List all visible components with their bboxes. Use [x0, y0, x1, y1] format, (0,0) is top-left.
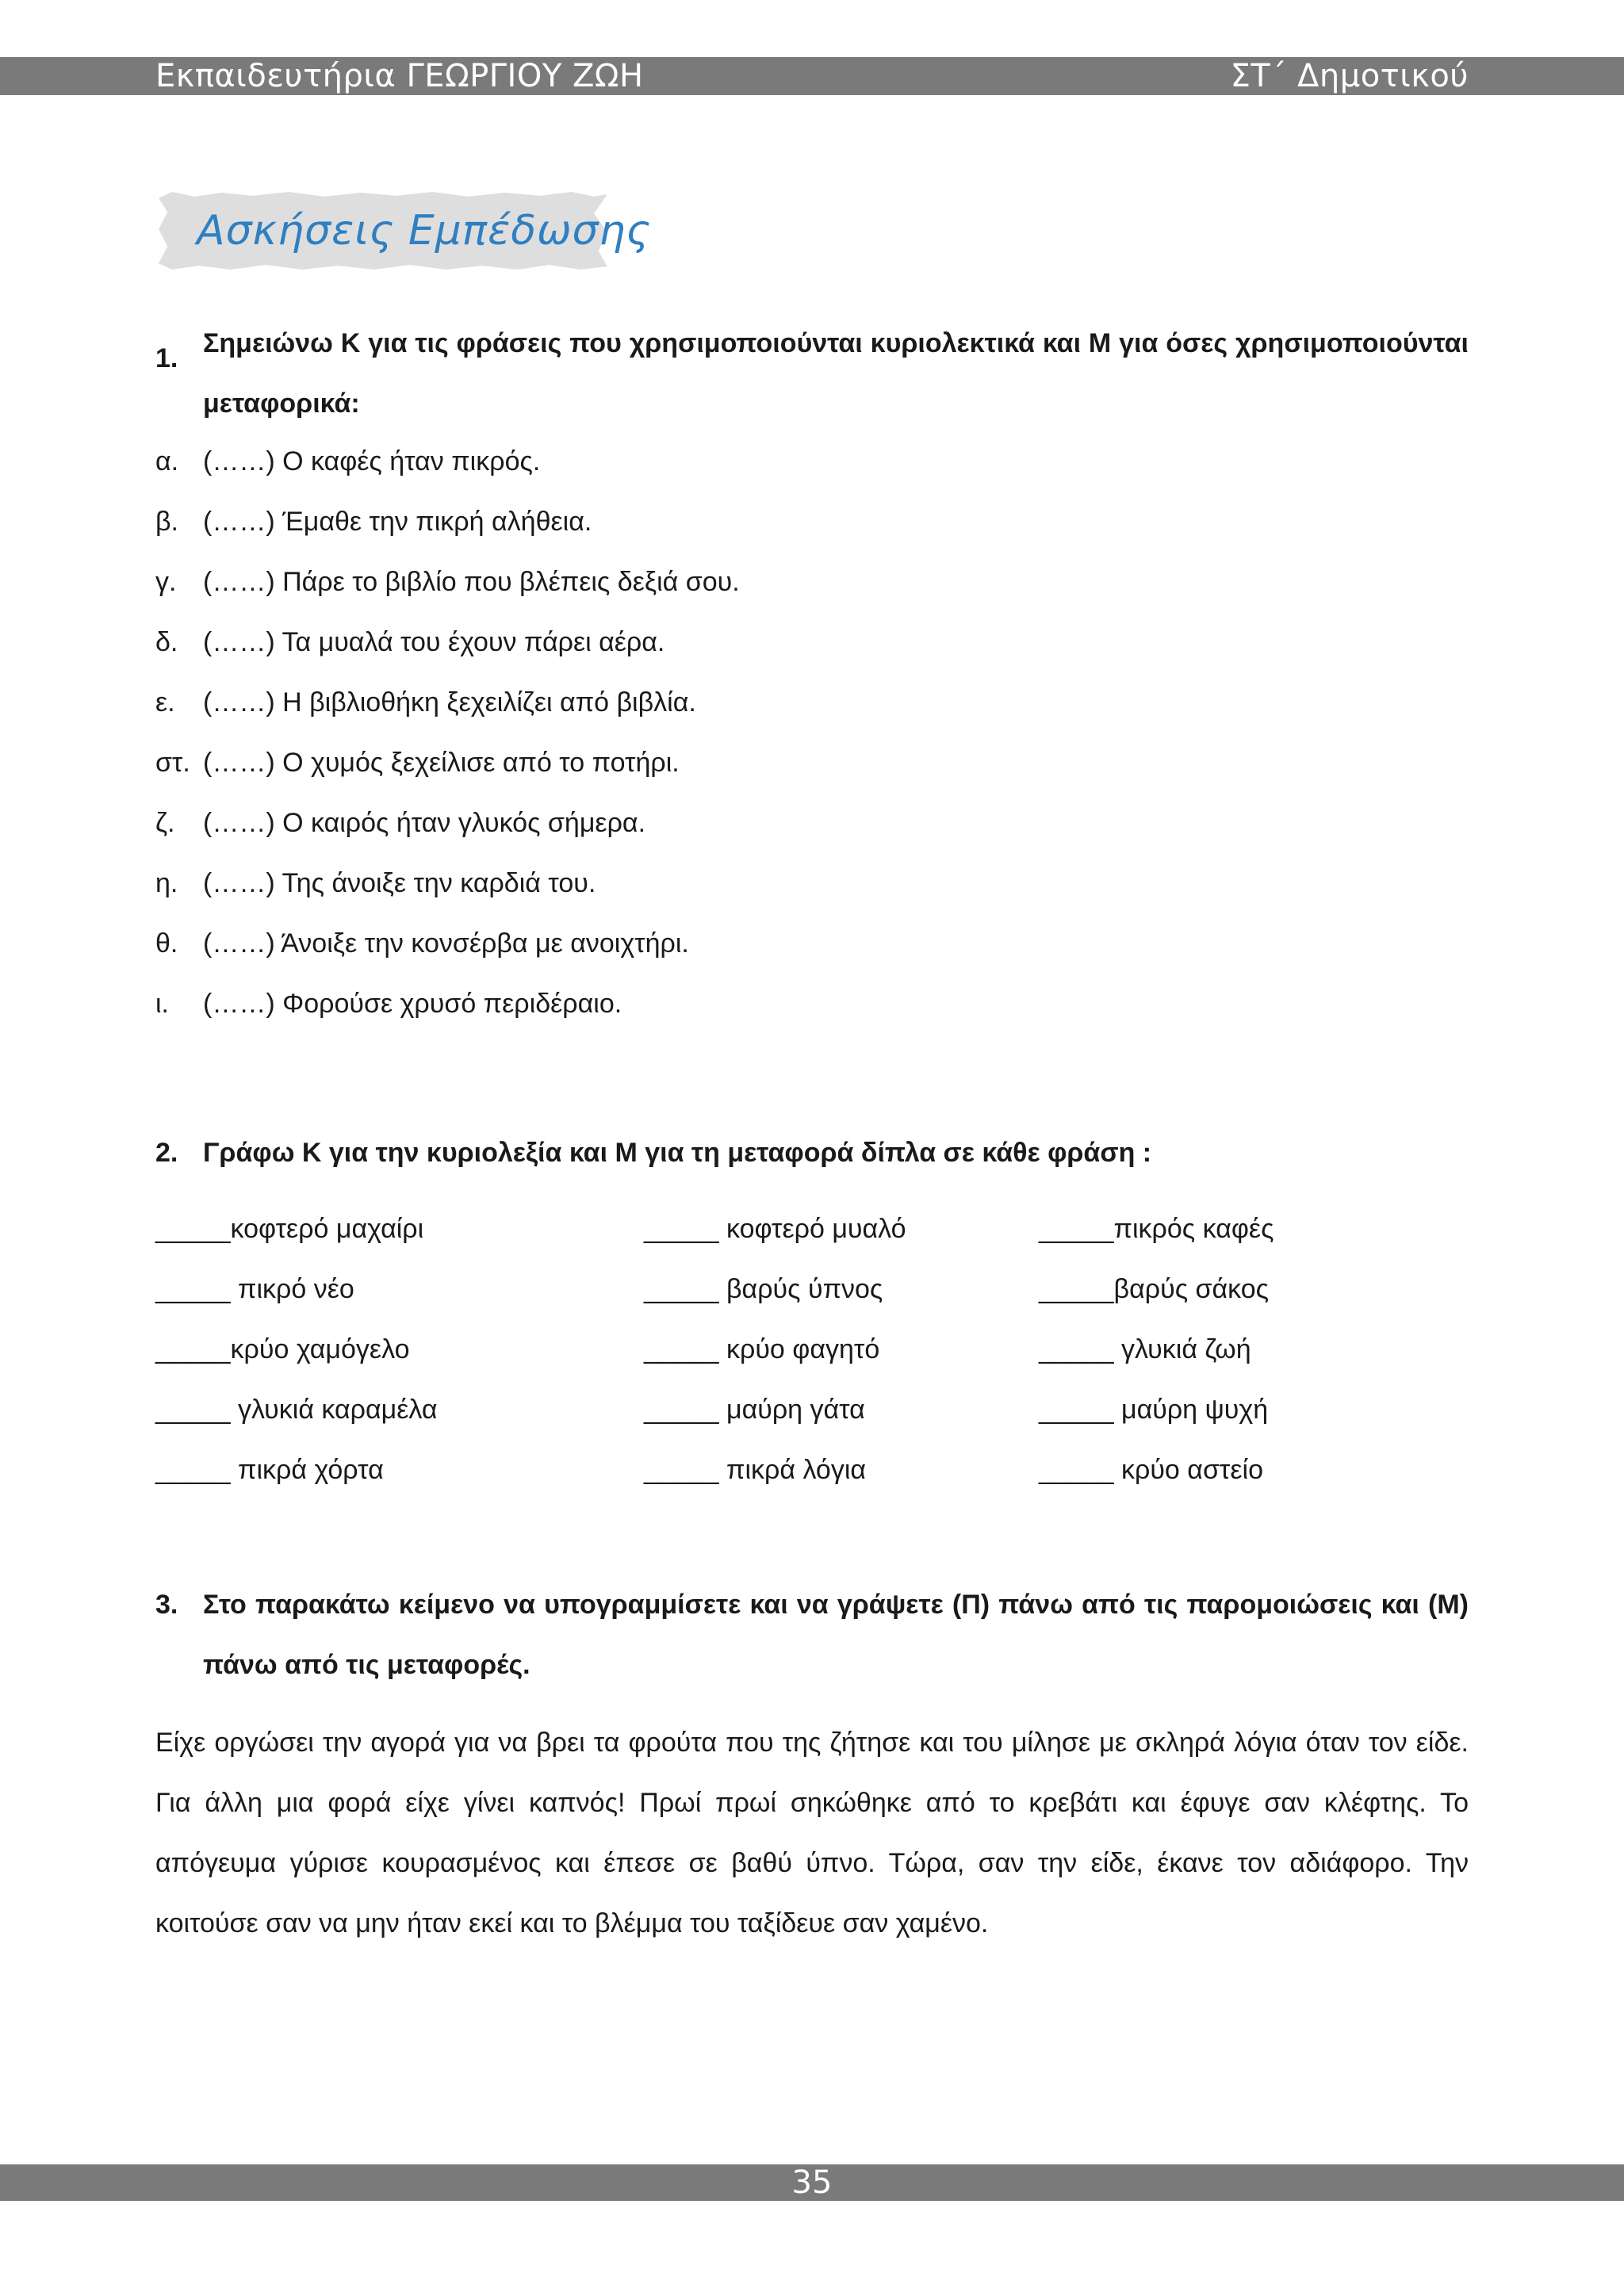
item-letter: ζ. — [155, 808, 175, 838]
question-3-number: 3. — [155, 1590, 178, 1620]
phrase-blank: _____ πικρά λόγια — [644, 1455, 867, 1485]
item-text: (……) Ο χυμός ξεχείλισε από το ποτήρι. — [203, 748, 680, 778]
item-letter: α. — [155, 446, 179, 476]
phrase-blank: _____ πικρό νέο — [155, 1274, 354, 1304]
phrase-blank: _____ βαρύς ύπνος — [644, 1274, 883, 1304]
question-1-number: 1. — [155, 343, 178, 373]
item-letter: γ. — [155, 567, 177, 597]
page-number: 35 — [791, 2164, 833, 2201]
school-name: Εκπαιδευτήρια ΓΕΩΡΓΙΟΥ ΖΩΗ — [155, 58, 644, 94]
item-letter: στ. — [155, 748, 190, 778]
exercise-passage: Είχε οργώσει την αγορά για να βρει τα φρούτα που της ζήτησε και του μίλησε με σκληρά λόγια όταν τον είδε. Για άλλη μια φορά είχε γίνει καπνός! Πρωί πρωί σηκώθηκε από το κρεβάτι και έφυγε σαν κλέφτης. Το απόγευμα γύρισε κουρασμένος και έπεσε σε βαθύ ύπνο. Τώρα, σαν την είδε, έκανε τον αδιάφορο. Την κοιτούσε σαν να μην ήταν εκεί και το βλέμμα του ταξίδευε σαν χαμένο. — [155, 1728, 1469, 1938]
item-text: (……) Φορούσε χρυσό περιδέραιο. — [203, 989, 622, 1019]
section-title: Ασκήσεις Εμπέδωσης — [197, 207, 651, 254]
phrase-blank: _____ μαύρη ψυχή — [1039, 1395, 1269, 1425]
phrase-blank: _____ γλυκιά καραμέλα — [155, 1395, 438, 1425]
question-2-text: Γράφω Κ για την κυριολεξία και Μ για τη μεταφορά δίπλα σε κάθε φράση : — [203, 1138, 1152, 1168]
phrase-blank: _____ κοφτερό μυαλό — [644, 1214, 906, 1244]
phrase-blank: _____βαρύς σάκος — [1039, 1274, 1270, 1304]
item-letter: ε. — [155, 687, 175, 718]
phrase-blank: _____ κρύο αστείο — [1039, 1455, 1263, 1485]
phrase-blank: _____ κρύο φαγητό — [644, 1334, 880, 1364]
item-text: (……) Πάρε το βιβλίο που βλέπεις δεξιά σου. — [203, 567, 740, 597]
phrase-blank: _____ πικρά χόρτα — [155, 1455, 384, 1485]
grade-label: ΣΤ΄ Δημοτικού — [1230, 58, 1469, 94]
item-letter: ι. — [155, 989, 169, 1019]
phrase-blank: _____κρύο χαμόγελο — [155, 1334, 410, 1364]
question-1-text: Σημειώνω Κ για τις φράσεις που χρησιμοποιούνται κυριολεκτικά και Μ για όσες χρησιμοποιούνται μεταφορικά: — [203, 328, 1469, 419]
phrase-blank: _____ μαύρη γάτα — [644, 1395, 865, 1425]
question-3-text: Στο παρακάτω κείμενο να υπογραμμίσετε και να γράψετε (Π) πάνω από τις παρομοιώσεις και (Μ) πάνω από τις μεταφορές. — [203, 1590, 1469, 1680]
page-header — [0, 57, 1624, 95]
item-text: (……) Ο καιρός ήταν γλυκός σήμερα. — [203, 808, 646, 838]
item-text: (……) Της άνοιξε την καρδιά του. — [203, 868, 596, 898]
item-letter: θ. — [155, 928, 178, 959]
item-letter: β. — [155, 507, 179, 537]
question-2-number: 2. — [155, 1138, 178, 1168]
item-text: (……) Ο καφές ήταν πικρός. — [203, 446, 541, 476]
page-footer — [0, 2164, 1624, 2201]
phrase-blank: _____πικρός καφές — [1039, 1214, 1274, 1244]
item-text: (……) Άνοιξε την κονσέρβα με ανοιχτήρι. — [203, 928, 689, 959]
item-letter: η. — [155, 868, 178, 898]
item-text: (……) Τα μυαλά του έχουν πάρει αέρα. — [203, 627, 665, 657]
phrase-blank: _____ γλυκιά ζωή — [1039, 1334, 1251, 1364]
item-text: (……) Έμαθε την πικρή αλήθεια. — [203, 507, 592, 537]
item-letter: δ. — [155, 627, 178, 657]
item-text: (……) Η βιβλιοθήκη ξεχειλίζει από βιβλία. — [203, 687, 696, 718]
phrase-blank: _____κοφτερό μαχαίρι — [155, 1214, 424, 1244]
